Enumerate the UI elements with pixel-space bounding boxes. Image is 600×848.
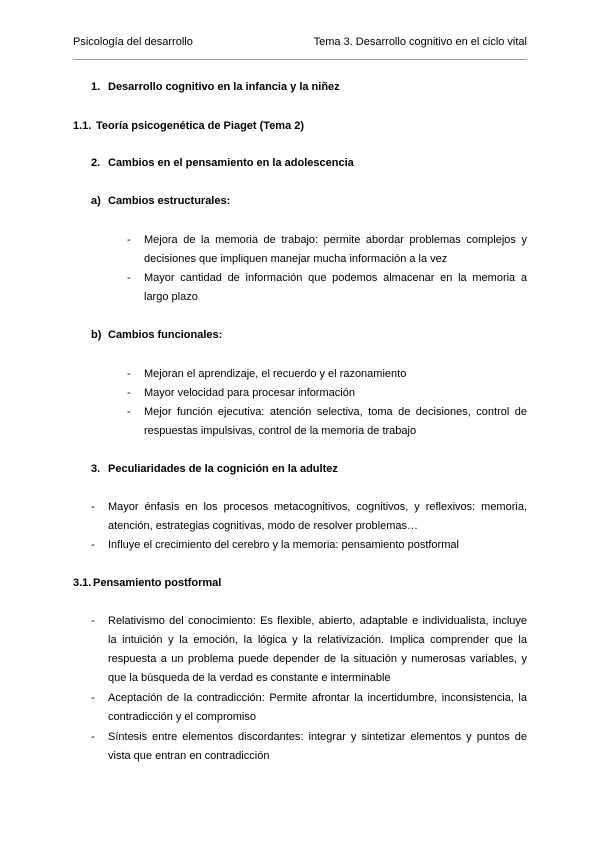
section-number: 2.	[91, 157, 101, 169]
list-item	[91, 728, 527, 766]
page-header	[73, 36, 527, 52]
list-item-text: Síntesis entre elementos discordantes: integrar y sintetizar elementos y puntos de vista que entran en contradicción	[108, 731, 527, 762]
bullet-dash: -	[91, 501, 95, 513]
header-course-title: Psicología del desarrollo	[73, 36, 193, 48]
header-divider	[73, 59, 527, 60]
bullet-dash: -	[127, 234, 131, 246]
subsection-letter: a)	[91, 195, 101, 207]
list-item	[127, 269, 527, 307]
bullet-dash: -	[91, 615, 95, 627]
list-item	[91, 536, 527, 555]
subsection-title: Cambios funcionales:	[108, 329, 223, 341]
section-title: Teoría psicogenética de Piaget (Tema 2)	[96, 120, 305, 132]
bullet-dash: -	[91, 539, 95, 551]
list-item	[91, 498, 527, 536]
list-item-text: Mejoran el aprendizaje, el recuerdo y el razonamiento	[144, 368, 407, 380]
subsection-letter: b)	[91, 329, 102, 341]
bullet-dash: -	[91, 692, 95, 704]
header-topic-title: Tema 3. Desarrollo cognitivo en el ciclo vital	[313, 36, 527, 48]
section-title: Peculiaridades de la cognición en la adultez	[108, 463, 338, 475]
bullet-dash: -	[127, 368, 131, 380]
section-number: 3.	[91, 463, 101, 475]
bullet-dash: -	[127, 272, 131, 284]
section-number: 1.	[91, 81, 101, 93]
section-title: Cambios en el pensamiento en la adolescencia	[108, 157, 354, 169]
list-item	[127, 384, 527, 403]
bullet-dash: -	[91, 731, 95, 743]
list-item	[91, 689, 527, 727]
list-item	[91, 612, 527, 688]
bullet-dash: -	[127, 387, 131, 399]
list-item-text: Relativismo del conocimiento: Es flexible, abierto, adaptable e individualista, incluye la intuición y la emoción, la lógica y la relativización. Implica comprender que la respuesta a un problema puede depender de la situación y numerosas variables, y que la búsqueda de la verdad es constante e interminable	[108, 615, 527, 684]
subsection-title: Cambios estructurales:	[108, 195, 231, 207]
section-title: Pensamiento postformal	[93, 577, 222, 589]
list-item	[127, 365, 527, 384]
section-number: 1.1.	[73, 120, 92, 132]
list-item-text: Influye el crecimiento del cerebro y la memoria: pensamiento postformal	[108, 539, 459, 551]
list-item	[127, 403, 527, 441]
list-item-text: Aceptación de la contradicción: Permite afrontar la incertidumbre, inconsistencia, la contradicción y el compromiso	[108, 692, 527, 723]
list-item-text: Mejor función ejecutiva: atención selectiva, toma de decisiones, control de respuestas impulsivas, control de la memoria de trabajo	[144, 406, 527, 437]
list-item-text: Mayor cantidad de información que podemos almacenar en la memoria a largo plazo	[144, 272, 527, 303]
list-item-text: Mejora de la memoria de trabajo: permite abordar problemas complejos y decisiones que impliquen manejar mucha información a la vez	[144, 234, 527, 265]
section-title: Desarrollo cognitivo en la infancia y la niñez	[108, 81, 340, 93]
list-item-text: Mayor énfasis en los procesos metacognitivos, cognitivos, y reflexivos: memoria, atención, estrategias cognitivas, modo de resolver problemas…	[108, 501, 527, 532]
section-number: 3.1.	[73, 577, 92, 589]
bullet-dash: -	[127, 406, 131, 418]
list-item	[127, 231, 527, 269]
list-item-text: Mayor velocidad para procesar información	[144, 387, 355, 399]
